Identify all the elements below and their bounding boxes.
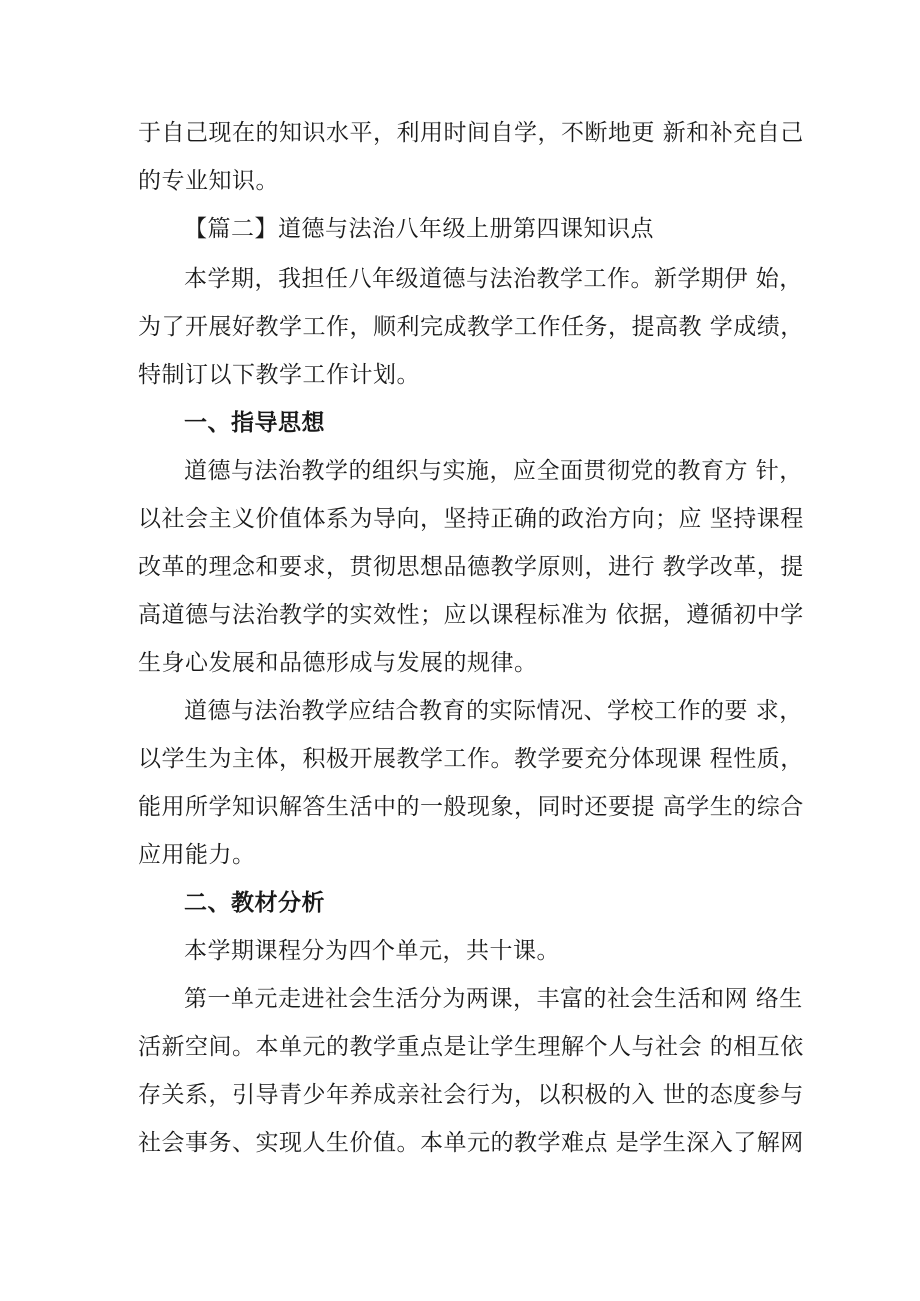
- body-text-line: 道德与法治教学的组织与实施，应全面贯彻党的教育方 针，: [184, 458, 803, 484]
- body-text-line: 为了开展好教学工作，顺利完成教学工作任务，提高教 学成绩，: [138, 314, 804, 340]
- body-text-line: 以社会主义价值体系为导向，坚持正确的政治方向；应 坚持课程: [138, 506, 804, 532]
- body-text-line: 能用所学知识解答生活中的一般现象，同时还要提 高学生的综合: [138, 794, 804, 820]
- body-text-line: 本学期，我担任八年级道德与法治教学工作。新学期伊 始，: [184, 266, 803, 292]
- body-text-line: 以学生为主体，积极开展教学工作。教学要充分体现课 程性质，: [138, 746, 804, 772]
- body-text-line: 于自己现在的知识水平，利用时间自学，不断地更 新和补充自己: [138, 120, 804, 146]
- section-subtitle: 【篇二】道德与法治八年级上册第四课知识点: [184, 216, 654, 242]
- body-text-line: 高道德与法治教学的实效性；应以课程标准为 依据，遵循初中学: [138, 602, 804, 628]
- body-text-line: 生身心发展和品德形成与发展的规律。: [138, 650, 538, 676]
- body-text-line: 应用能力。: [138, 842, 256, 868]
- section-heading: 二、教材分析: [184, 890, 325, 916]
- body-text-line: 存关系，引导青少年养成亲社会行为，以积极的入 世的态度参与: [138, 1082, 804, 1108]
- body-text-line: 特制订以下教学工作计划。: [138, 362, 420, 388]
- section-heading: 一、指导思想: [184, 410, 325, 436]
- body-text-line: 活新空间。本单元的教学重点是让学生理解个人与社会 的相互依: [138, 1034, 804, 1060]
- body-text-line: 道德与法治教学应结合教育的实际情况、学校工作的要 求，: [184, 698, 803, 724]
- body-text-line: 本学期课程分为四个单元，共十课。: [184, 938, 560, 964]
- body-text-line: 第一单元走进社会生活分为两课，丰富的社会生活和网 络生: [184, 986, 803, 1012]
- body-text-line: 改革的理念和要求，贯彻思想品德教学原则，进行 教学改革，提: [138, 554, 804, 580]
- body-text-line: 社会事务、实现人生价值。本单元的教学难点 是学生深入了解网: [138, 1130, 804, 1156]
- body-text-line: 的专业知识。: [138, 168, 279, 194]
